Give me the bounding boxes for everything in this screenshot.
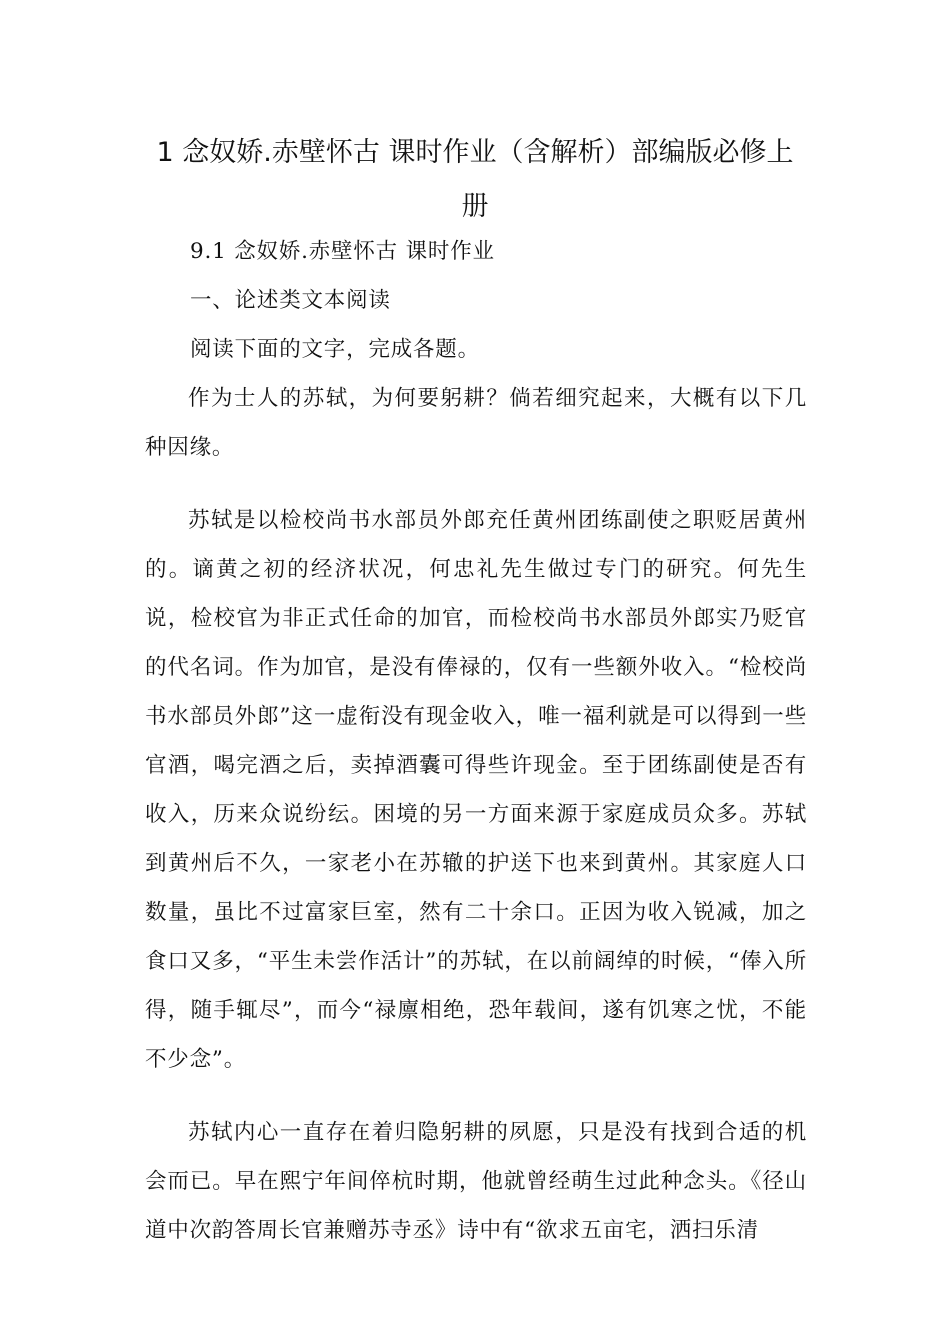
lesson-subtitle: 9.1 念奴娇.赤壁怀古 课时作业: [190, 239, 495, 264]
reading-passage: [145, 374, 807, 1255]
paragraph: 作为士人的苏轼，为何要躬耕？倘若细究起来，大概有以下几种因缘。: [145, 386, 807, 460]
paragraph: 苏轼是以检校尚书水部员外郎充任黄州团练副使之职贬居黄州的。谪黄之初的经济状况，何忠礼先生做过专门的研究。何先生说，检校官为非正式任命的加官，而检校尚书水部员外郎实乃贬官的代名词。作为加官，是没有俸禄的，仅有一些额外收入。“检校尚书水部员外郎”这一虚衔没有现金收入，唯一福利就是可以得到一些官酒，喝完酒之后，卖掉酒囊可得些许现金。至于团练副使是否有收入，历来众说纷纭。困境的另一方面来源于家庭成员众多。苏轼到黄州后不久，一家老小在苏辙的护送下也来到黄州。其家庭人口数量，虽比不过富家巨室，然有二十余口。正因为收入锐减，加之食口又多，“平生未尝作活计”的苏轼，在以前阔绰的时候，“俸入所得，随手辄尽”，而今“禄廪相绝，恐年载间，遂有饥寒之忧，不能不少念”。: [145, 508, 807, 1072]
reading-instruction: 阅读下面的文字，完成各题。: [190, 337, 480, 362]
document-title: 1 念奴娇.赤壁怀古 课时作业（含解析）部编版必修上册: [156, 137, 794, 222]
section-heading: 一、论述类文本阅读: [190, 288, 391, 313]
paragraph: 苏轼内心一直存在着归隐躬耕的夙愿，只是没有找到合适的机会而已。早在熙宁年间倅杭时期，他就曾经萌生过此种念头。《径山道中次韵答周长官兼赠苏寺丞》诗中有“欲求五亩宅，洒扫乐清: [145, 1120, 807, 1243]
